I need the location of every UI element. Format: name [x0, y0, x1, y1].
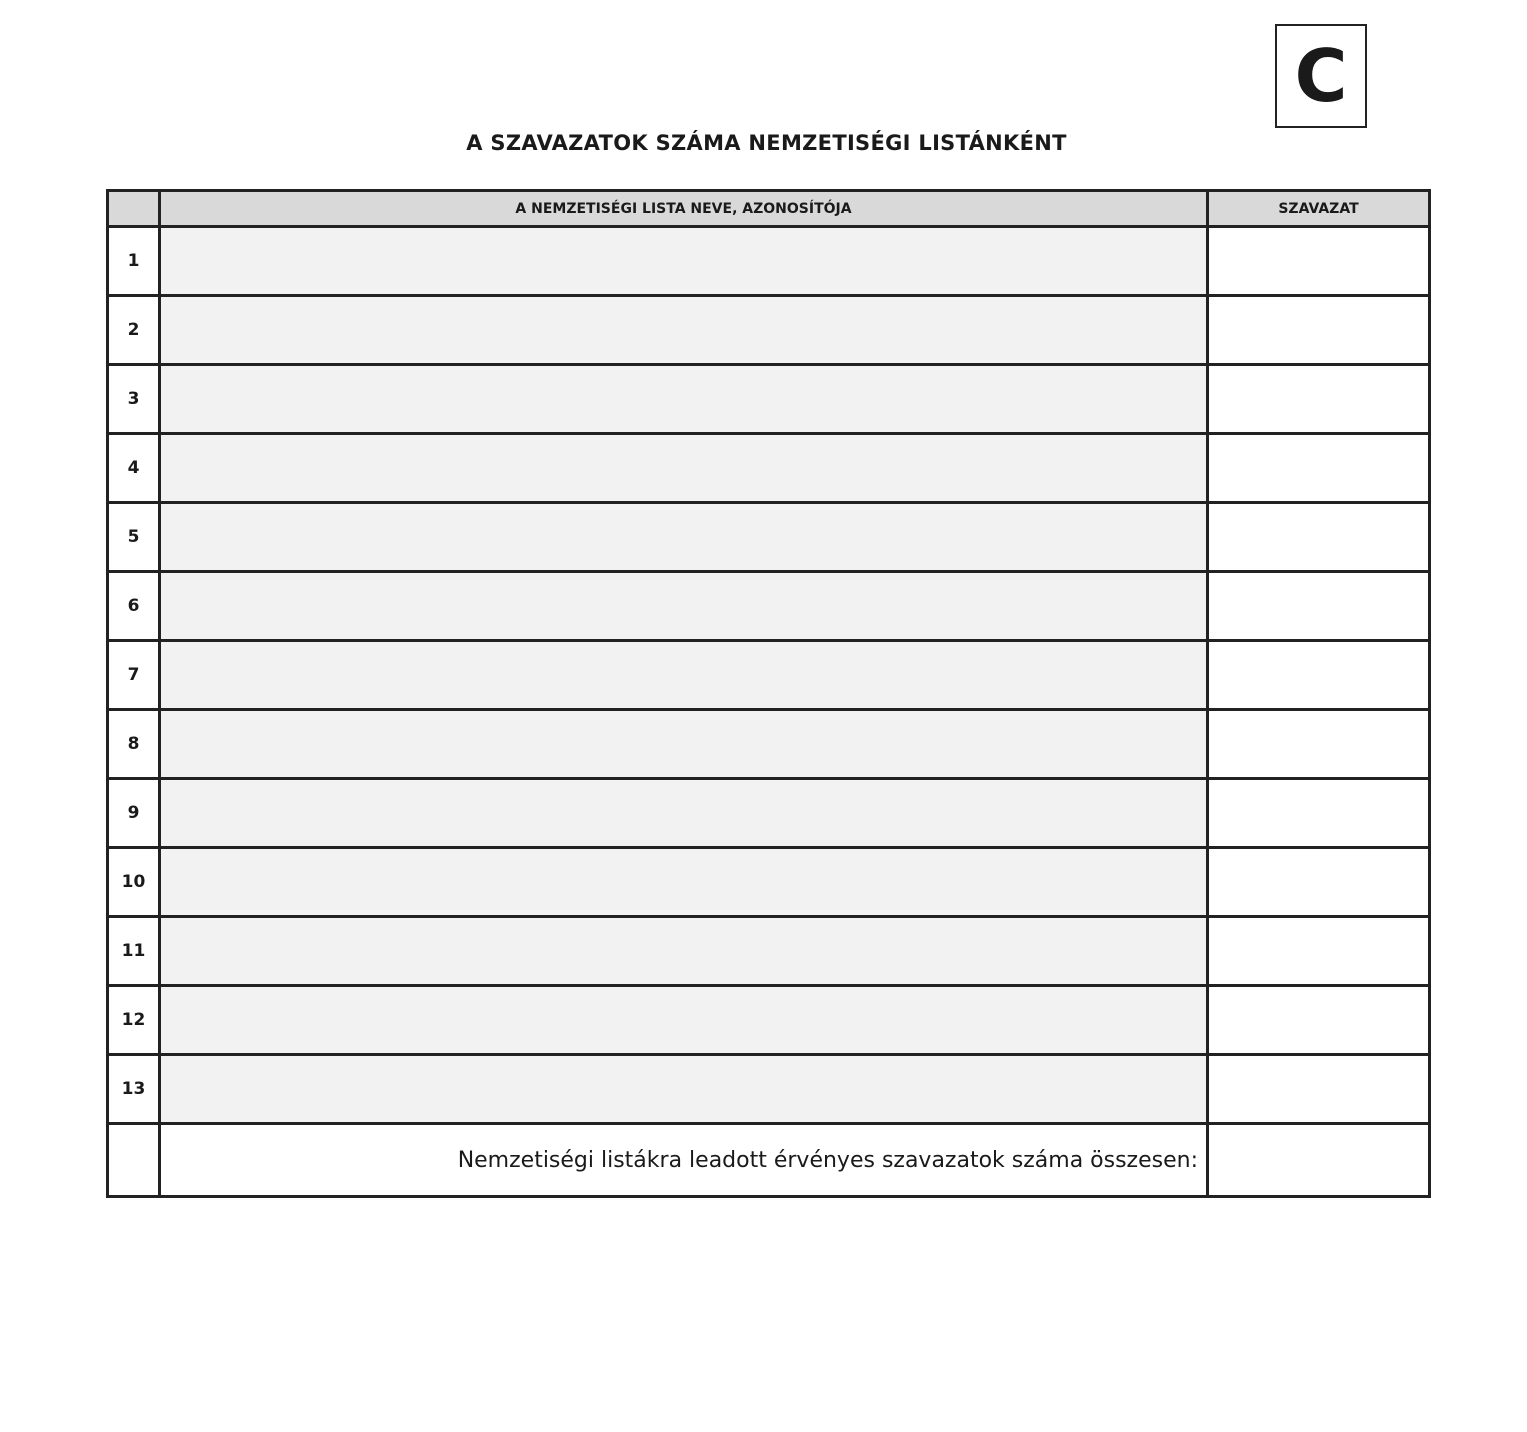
total-number-cell — [108, 1124, 160, 1197]
row-number: 2 — [108, 296, 160, 365]
table-row — [108, 365, 1430, 434]
list-name-field[interactable] — [160, 986, 1208, 1055]
votes-field[interactable] — [1208, 1055, 1430, 1124]
list-name-field[interactable] — [160, 503, 1208, 572]
list-name-field[interactable] — [160, 917, 1208, 986]
list-name-field[interactable] — [160, 296, 1208, 365]
table-row — [108, 434, 1430, 503]
list-name-field[interactable] — [160, 1055, 1208, 1124]
row-number: 5 — [108, 503, 160, 572]
total-votes-field[interactable] — [1208, 1124, 1430, 1197]
row-number: 1 — [108, 227, 160, 296]
table-body — [108, 227, 1430, 1124]
table-row — [108, 503, 1430, 572]
votes-field[interactable] — [1208, 779, 1430, 848]
votes-field[interactable] — [1208, 848, 1430, 917]
list-name-field[interactable] — [160, 641, 1208, 710]
table-row — [108, 779, 1430, 848]
row-number: 4 — [108, 434, 160, 503]
table-row — [108, 572, 1430, 641]
list-name-field[interactable] — [160, 434, 1208, 503]
votes-field[interactable] — [1208, 434, 1430, 503]
page-title: A SZAVAZATOK SZÁMA NEMZETISÉGI LISTÁNKÉNT — [466, 131, 1067, 155]
row-number: 10 — [108, 848, 160, 917]
votes-field[interactable] — [1208, 296, 1430, 365]
list-name-field[interactable] — [160, 779, 1208, 848]
list-name-field[interactable] — [160, 848, 1208, 917]
table-row — [108, 1055, 1430, 1124]
row-number: 7 — [108, 641, 160, 710]
row-number: 9 — [108, 779, 160, 848]
header-number — [108, 191, 160, 227]
votes-field[interactable] — [1208, 227, 1430, 296]
votes-field[interactable] — [1208, 503, 1430, 572]
header-votes: SZAVAZAT — [1208, 191, 1430, 227]
row-number: 12 — [108, 986, 160, 1055]
list-name-field[interactable] — [160, 227, 1208, 296]
form-letter-box — [1275, 24, 1367, 128]
row-number: 6 — [108, 572, 160, 641]
table-row — [108, 296, 1430, 365]
list-name-field[interactable] — [160, 710, 1208, 779]
total-row — [108, 1124, 1430, 1197]
row-number: 11 — [108, 917, 160, 986]
list-name-field[interactable] — [160, 365, 1208, 434]
table-row — [108, 710, 1430, 779]
total-label: Nemzetiségi listákra leadott érvényes szavazatok száma összesen: — [160, 1124, 1208, 1197]
row-number: 13 — [108, 1055, 160, 1124]
votes-field[interactable] — [1208, 572, 1430, 641]
list-name-field[interactable] — [160, 572, 1208, 641]
votes-field[interactable] — [1208, 710, 1430, 779]
table-row — [108, 227, 1430, 296]
form-letter: C — [1294, 34, 1348, 118]
table-header-row — [108, 191, 1430, 227]
votes-field[interactable] — [1208, 986, 1430, 1055]
votes-table — [106, 189, 1431, 1198]
table-row — [108, 641, 1430, 710]
table-row — [108, 986, 1430, 1055]
header-list-name: A NEMZETISÉGI LISTA NEVE, AZONOSÍTÓJA — [160, 191, 1208, 227]
row-number: 3 — [108, 365, 160, 434]
table-row — [108, 848, 1430, 917]
table-row — [108, 917, 1430, 986]
row-number: 8 — [108, 710, 160, 779]
votes-field[interactable] — [1208, 641, 1430, 710]
votes-field[interactable] — [1208, 365, 1430, 434]
votes-field[interactable] — [1208, 917, 1430, 986]
